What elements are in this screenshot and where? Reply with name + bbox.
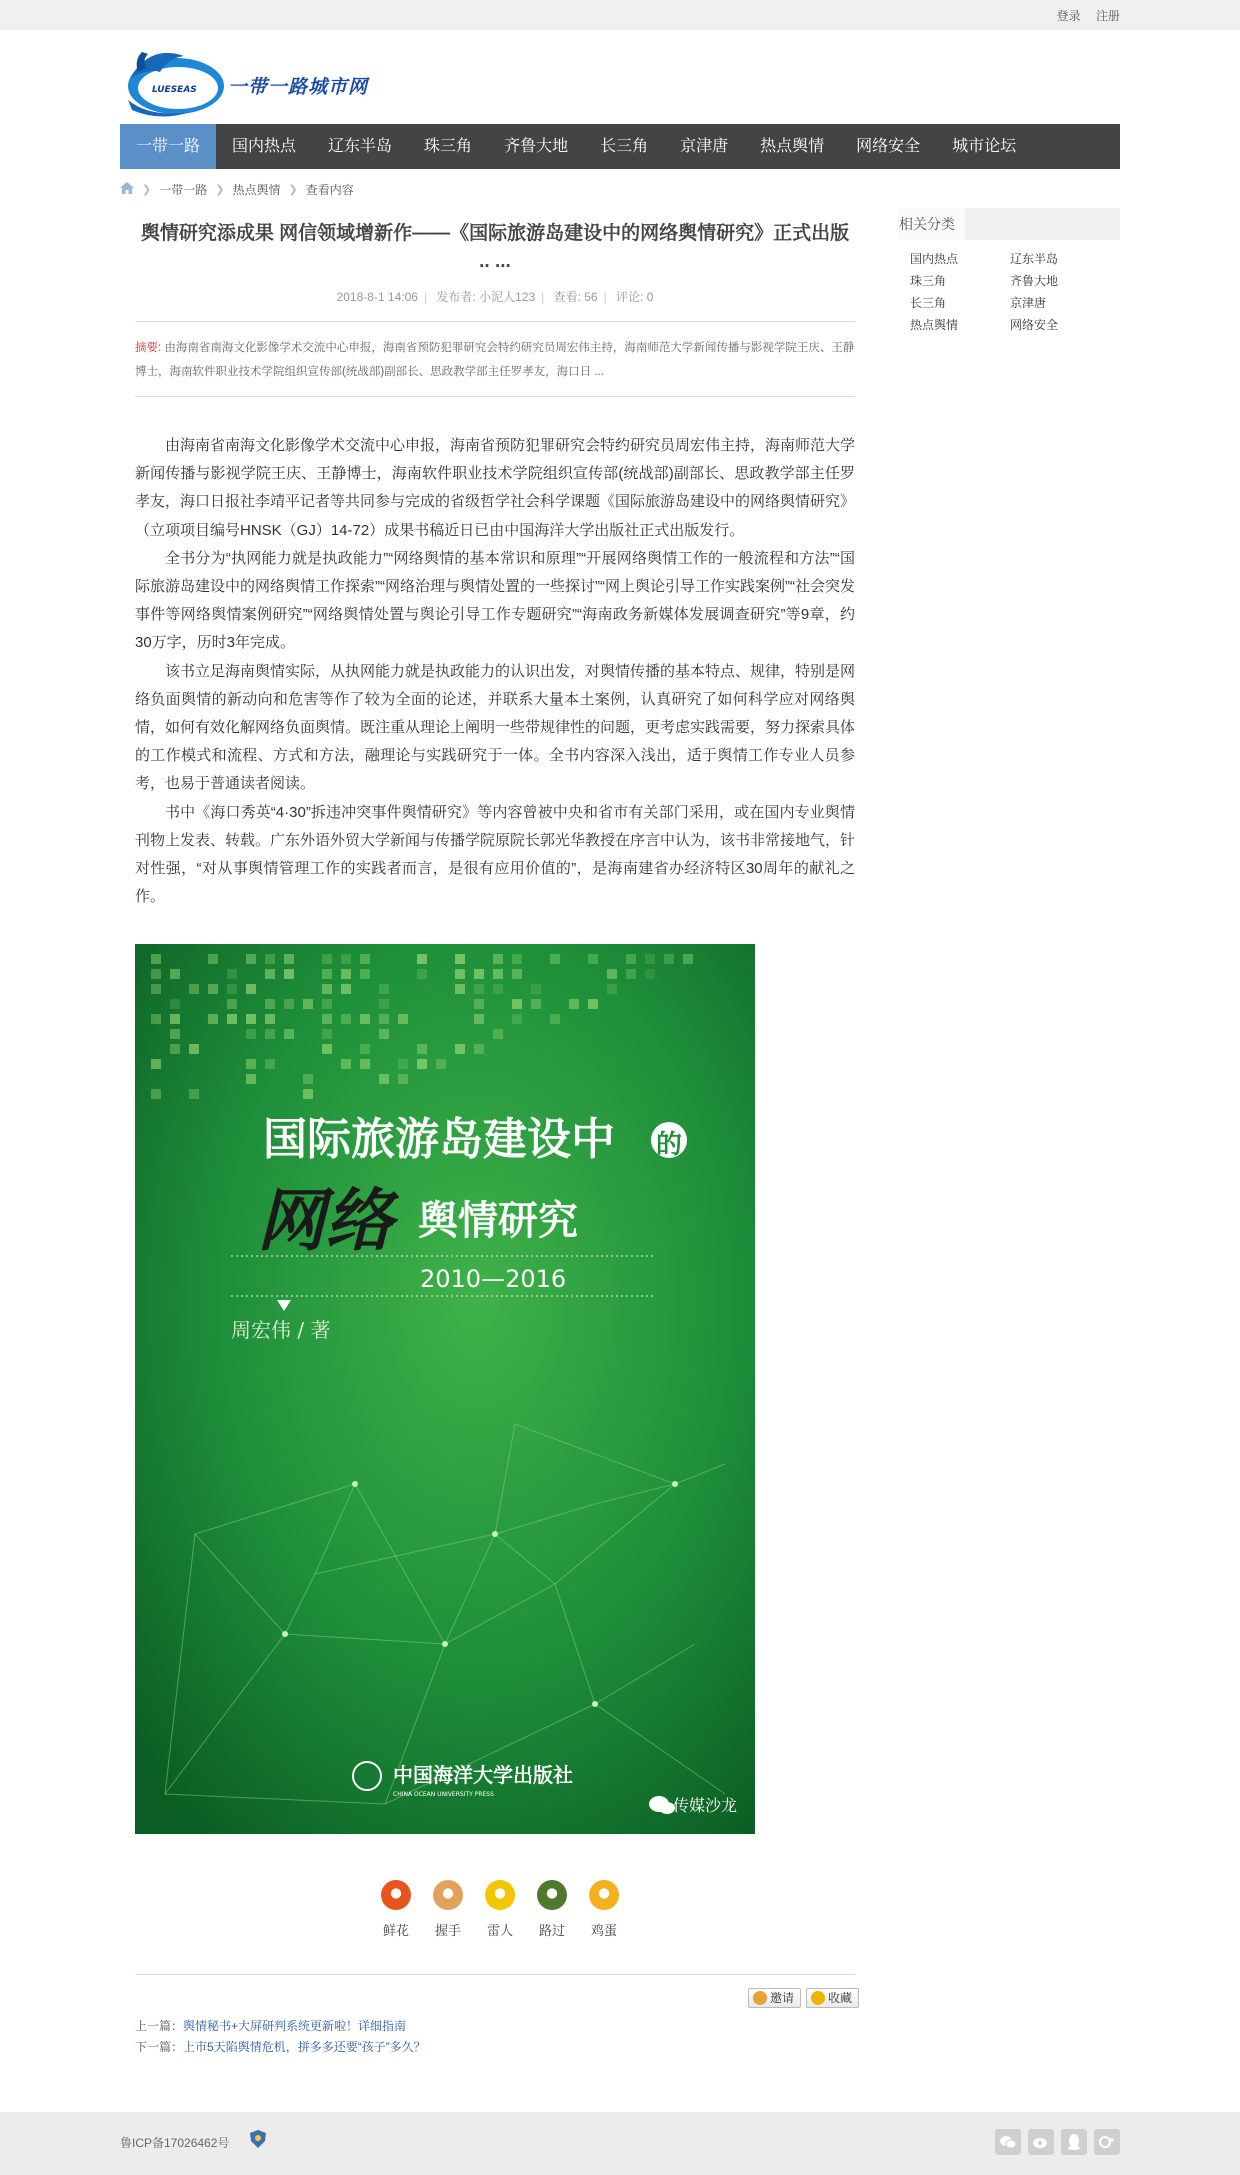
cover-publisher-en: CHINA OCEAN UNIVERSITY PRESS (393, 1791, 494, 1798)
invite-button[interactable]: 邀请 (748, 1988, 801, 2008)
breadcrumb (120, 181, 354, 198)
article-author[interactable]: 发布者: 小泥人123 (436, 290, 536, 304)
egg-icon (589, 1880, 619, 1910)
article-date: 2018-8-1 14:06 (336, 290, 418, 304)
article-paragraph: 该书立足海南舆情实际，从执网能力就是执政能力的认识出发，对舆情传播的基本特点、规律，特别是网络负面舆情的新动向和危害等作了较为全面的论述，并联系大量本土案例，认真研究了如何科学应对网络舆情，如何有效化解网络负面舆情。既注重从理论上阐明一些带规律性的问题，更考虑实践需要，努力探索具体的工作模式和流程、方式和方法，融理论与实践研究于一体。全书内容深入浅出，适于舆情工作专业人员参考，也易于普通读者阅读。 (135, 662, 856, 793)
article-meta: 2018-8-1 14:06 | 发布者: 小泥人123 | 查看: 56 | 评论: 0 (336, 290, 654, 304)
register-link[interactable]: 注册 (1095, 9, 1120, 23)
cover-title-line1: 国际旅游岛建设中 (263, 1114, 615, 1165)
top-bar (0, 0, 1240, 30)
cover-publisher: 中国海洋大学出版社 (393, 1763, 573, 1787)
invite-icon (753, 1991, 767, 2005)
chevron-right-icon: ❯ (142, 184, 152, 196)
lightning-icon (485, 1880, 515, 1910)
article-views: 查看: 56 (553, 290, 598, 304)
logo-text: 一带一路城市网 (228, 76, 369, 98)
flower-icon (381, 1880, 411, 1910)
cover-watermark: 传媒沙龙 (673, 1796, 738, 1815)
reaction-thunder[interactable]: 雷人 (474, 1880, 526, 1939)
qq-icon[interactable] (1061, 2129, 1087, 2155)
soldier-icon (537, 1880, 567, 1910)
handshake-icon (433, 1880, 463, 1910)
cover-title-de: 的 (656, 1130, 683, 1160)
reaction-handshake[interactable]: 握手 (422, 1880, 474, 1939)
auth-links (1045, 7, 1120, 24)
dolphin-logo-icon (120, 38, 230, 123)
sidebar-item-jingjintang[interactable]: 京津唐 (1010, 296, 1047, 310)
next-label: 下一篇： (135, 2040, 184, 2054)
icp-link[interactable]: 鲁ICP备17026462号 (120, 2136, 230, 2150)
google-plus-icon[interactable] (1094, 2129, 1120, 2155)
article-body (135, 432, 855, 911)
sidebar-item-guoneiredian[interactable]: 国内热点 (910, 252, 959, 266)
sidebar-item-redianyuqing[interactable]: 热点舆情 (910, 318, 959, 332)
reaction-passby[interactable]: 路过 (526, 1880, 578, 1939)
weibo-icon[interactable] (1028, 2129, 1054, 2155)
article-paragraph: 全书分为“执网能力就是执政能力”“网络舆情的基本常识和原理”“开展网络舆情工作的一般流程和方法”“国际旅游岛建设中的网络舆情工作探索”“网络治理与舆情处置的一些探讨”“网上舆论引导工作实践案例”“社会突发事件等网络舆情案例研究”“网络舆情处置与舆论引导工作专题研究”“海南政务新媒体发展调查研究”等9章，约30万字，历时3年完成。 (135, 549, 855, 652)
cover-author: 周宏伟 / 著 (231, 1318, 331, 1342)
breadcrumb-item-current: 查看内容 (305, 183, 354, 197)
wechat-icon[interactable] (995, 2129, 1021, 2155)
article-paragraph: 书中《海口秀英“4·30”拆违冲突事件舆情研究》等内容曾被中央和省市有关部门采用，或在国内专业舆情刊物上发表、转载。广东外语外贸大学新闻与传播学院原院长郭光华教授在序言中认为，该书非常接地气，针对性强，“对从事舆情管理工作的实践者而言，是很有应用价值的”，是海南建省办经济特区30周年的献礼之作。 (135, 803, 856, 906)
prev-next (135, 2016, 426, 2058)
divider (135, 1974, 855, 1975)
article-title: 舆情研究添成果 网信领域增新作——《国际旅游岛建设中的网络舆情研究》正式出版 .. ... (140, 223, 850, 272)
book-cover-image (135, 944, 755, 1834)
chevron-right-icon: ❯ (215, 184, 225, 196)
nav-item-qiludadi[interactable]: 齐鲁大地 (504, 138, 569, 155)
article-paragraph: 由海南省南海文化影像学术交流中心申报，海南省预防犯罪研究会特约研究员周宏伟主持，海南师范大学新闻传播与影视学院王庆、王静博士，海南软件职业技术学院组织宣传部(统战部)副部长、思政教学部主任罗孝友，海口日报社李靖平记者等共同参与完成的省级哲学社会科学课题《国际旅游岛建设中的网络舆情研究》（立项项目编号HNSK（GJ）14-72）成果书稿近日已由中国海洋大学出版社正式出版发行。 (135, 437, 856, 539)
social-links (988, 2129, 1120, 2155)
nav-item-wangluoanquan[interactable]: 网络安全 (856, 138, 921, 155)
nav-item-liaodongbandao[interactable]: 辽东半岛 (328, 138, 393, 155)
sidebar-item-changsanjiao[interactable]: 长三角 (910, 296, 947, 310)
breadcrumb-item-yidaiyilu[interactable]: 一带一路 (159, 183, 208, 197)
next-article-link[interactable]: 上市5天陷舆情危机，拼多多还要“孩子”多久？ (183, 2040, 426, 2054)
site-logo[interactable] (120, 38, 380, 123)
main-nav (120, 124, 1120, 169)
nav-item-zhusanjiao[interactable]: 珠三角 (424, 138, 473, 155)
login-link[interactable]: 登录 (1056, 9, 1081, 23)
reactions (370, 1880, 630, 1939)
sidebar-item-zhusanjiao[interactable]: 珠三角 (910, 274, 947, 288)
sidebar-item-liaodongbandao[interactable]: 辽东半岛 (1010, 252, 1059, 266)
sidebar-item-wangluoanquan[interactable]: 网络安全 (1010, 318, 1059, 332)
nav-item-guoneiredian[interactable]: 国内热点 (232, 138, 297, 155)
reaction-flower[interactable]: 鲜花 (370, 1880, 422, 1939)
nav-item-jingjintang[interactable]: 京津唐 (680, 138, 729, 155)
nav-item-chengshiluntan[interactable]: 城市论坛 (952, 138, 1017, 155)
reaction-egg[interactable]: 鸡蛋 (578, 1880, 630, 1939)
nav-item-redianyuqing[interactable]: 热点舆情 (760, 138, 825, 155)
favorite-button[interactable]: 收藏 (806, 1988, 859, 2008)
sidebar-categories (910, 250, 1110, 335)
article (135, 220, 855, 911)
logo-badge-text: LUESEAS (152, 85, 197, 95)
cover-title-line2: 舆情研究 (418, 1198, 578, 1244)
prev-label: 上一篇： (135, 2019, 184, 2033)
summary-text: 由海南省南海文化影像学术交流中心申报，海南省预防犯罪研究会特约研究员周宏伟主持，海南师范大学新闻传播与影视学院王庆、王静博士，海南软件职业技术学院组织宣传部(统战部)副部长、思政教学部主任罗孝友，海口日 ... (135, 342, 855, 378)
footer (0, 2112, 1240, 2175)
prev-article-link[interactable]: 舆情秘书+大屏研判系统更新啦！详细指南 (183, 2019, 407, 2033)
home-icon[interactable] (120, 182, 134, 197)
sidebar-item-qiludadi[interactable]: 齐鲁大地 (1010, 274, 1059, 288)
article-comments[interactable]: 评论: 0 (616, 290, 654, 304)
article-actions (743, 1988, 859, 2008)
star-icon (811, 1991, 825, 2005)
chevron-right-icon: ❯ (288, 184, 298, 196)
cover-title-big: 网络 (257, 1181, 394, 1261)
summary-label: 摘要: (135, 342, 162, 354)
nav-item-yidaiyilu[interactable]: 一带一路 (120, 124, 216, 169)
breadcrumb-item-redianyuqing[interactable]: 热点舆情 (232, 183, 281, 197)
cover-years: 2010—2016 (420, 1265, 567, 1293)
article-summary (135, 321, 855, 397)
sidebar-title: 相关分类 (898, 208, 1120, 240)
police-badge-icon[interactable] (250, 2130, 266, 2148)
nav-item-changsanjiao[interactable]: 长三角 (600, 138, 649, 155)
